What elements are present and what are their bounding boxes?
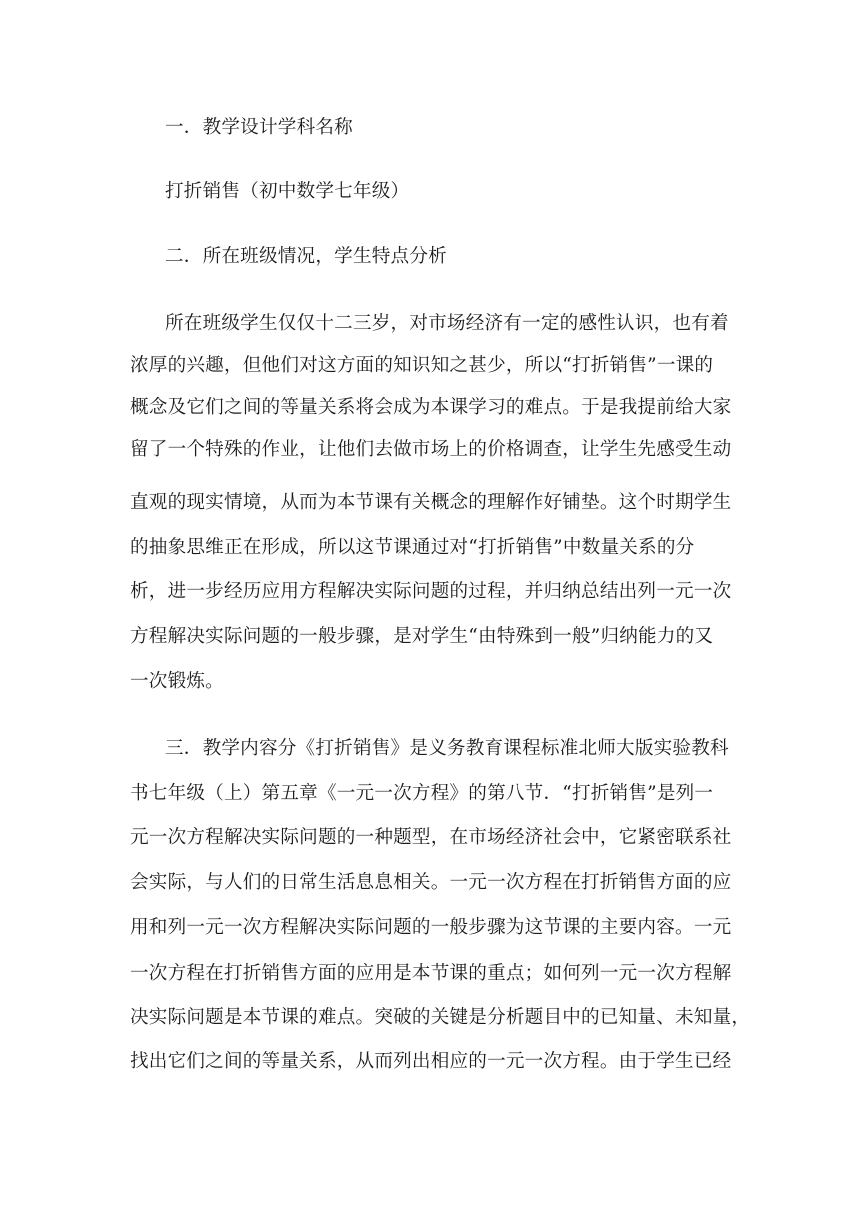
paragraph-line: 决实际问题是本节课的难点。突破的关键是分析题目中的已知量、未知量，: [130, 1007, 751, 1028]
paragraph-line: 直观的现实情境，从而为本节课有关概念的理解作好铺垫。这个时期学生: [130, 492, 732, 513]
paragraph-line: 会实际，与人们的日常生活息息相关。一元一次方程在打折销售方面的应: [130, 872, 732, 893]
paragraph-line: 的抽象思维正在形成，所以这节课通过对“打折销售”中数量关系的分: [130, 537, 695, 558]
paragraph-line: 找出它们之间的等量关系，从而列出相应的一元一次方程。由于学生已经: [130, 1051, 732, 1072]
paragraph-line: 留了一个特殊的作业，让他们去做市场上的价格调查，让学生先感受生动: [130, 439, 732, 460]
paragraph-line: 概念及它们之间的等量关系将会成为本课学习的难点。于是我提前给大家: [130, 397, 732, 418]
paragraph-line: 书七年级（上）第五章《一元一次方程》的第八节．“打折销售”是列一: [130, 783, 714, 804]
paragraph-line: 三．教学内容分《打折销售》是义务教育课程标准北师大版实验教科: [165, 738, 729, 759]
paragraph-line: 一次方程在打折销售方面的应用是本节课的重点；如何列一元一次方程解: [130, 963, 732, 984]
subject-title: 打折销售（初中数学七年级）: [165, 181, 410, 202]
paragraph-line: 析，进一步经历应用方程解决实际问题的过程，并归纳总结出列一元一次: [130, 581, 732, 602]
paragraph-line: 用和列一元一次方程解决实际问题的一般步骤为这节课的主要内容。一元: [130, 917, 732, 938]
paragraph-line: 元一次方程解决实际问题的一种题型，在市场经济社会中，它紧密联系社: [130, 827, 732, 848]
paragraph-line: 浓厚的兴趣，但他们对这方面的知识知之甚少，所以“打折销售”一课的: [130, 355, 714, 376]
paragraph-line: 所在班级学生仅仅十二三岁，对市场经济有一定的感性认识，也有着: [165, 313, 729, 334]
section-heading-1: 一．教学设计学科名称: [165, 117, 353, 138]
paragraph-line: 一次锻炼。: [130, 671, 224, 692]
section-heading-2: 二．所在班级情况，学生特点分析: [165, 246, 447, 267]
paragraph-line: 方程解决实际问题的一般步骤，是对学生“由特殊到一般”归纳能力的又: [130, 626, 714, 647]
